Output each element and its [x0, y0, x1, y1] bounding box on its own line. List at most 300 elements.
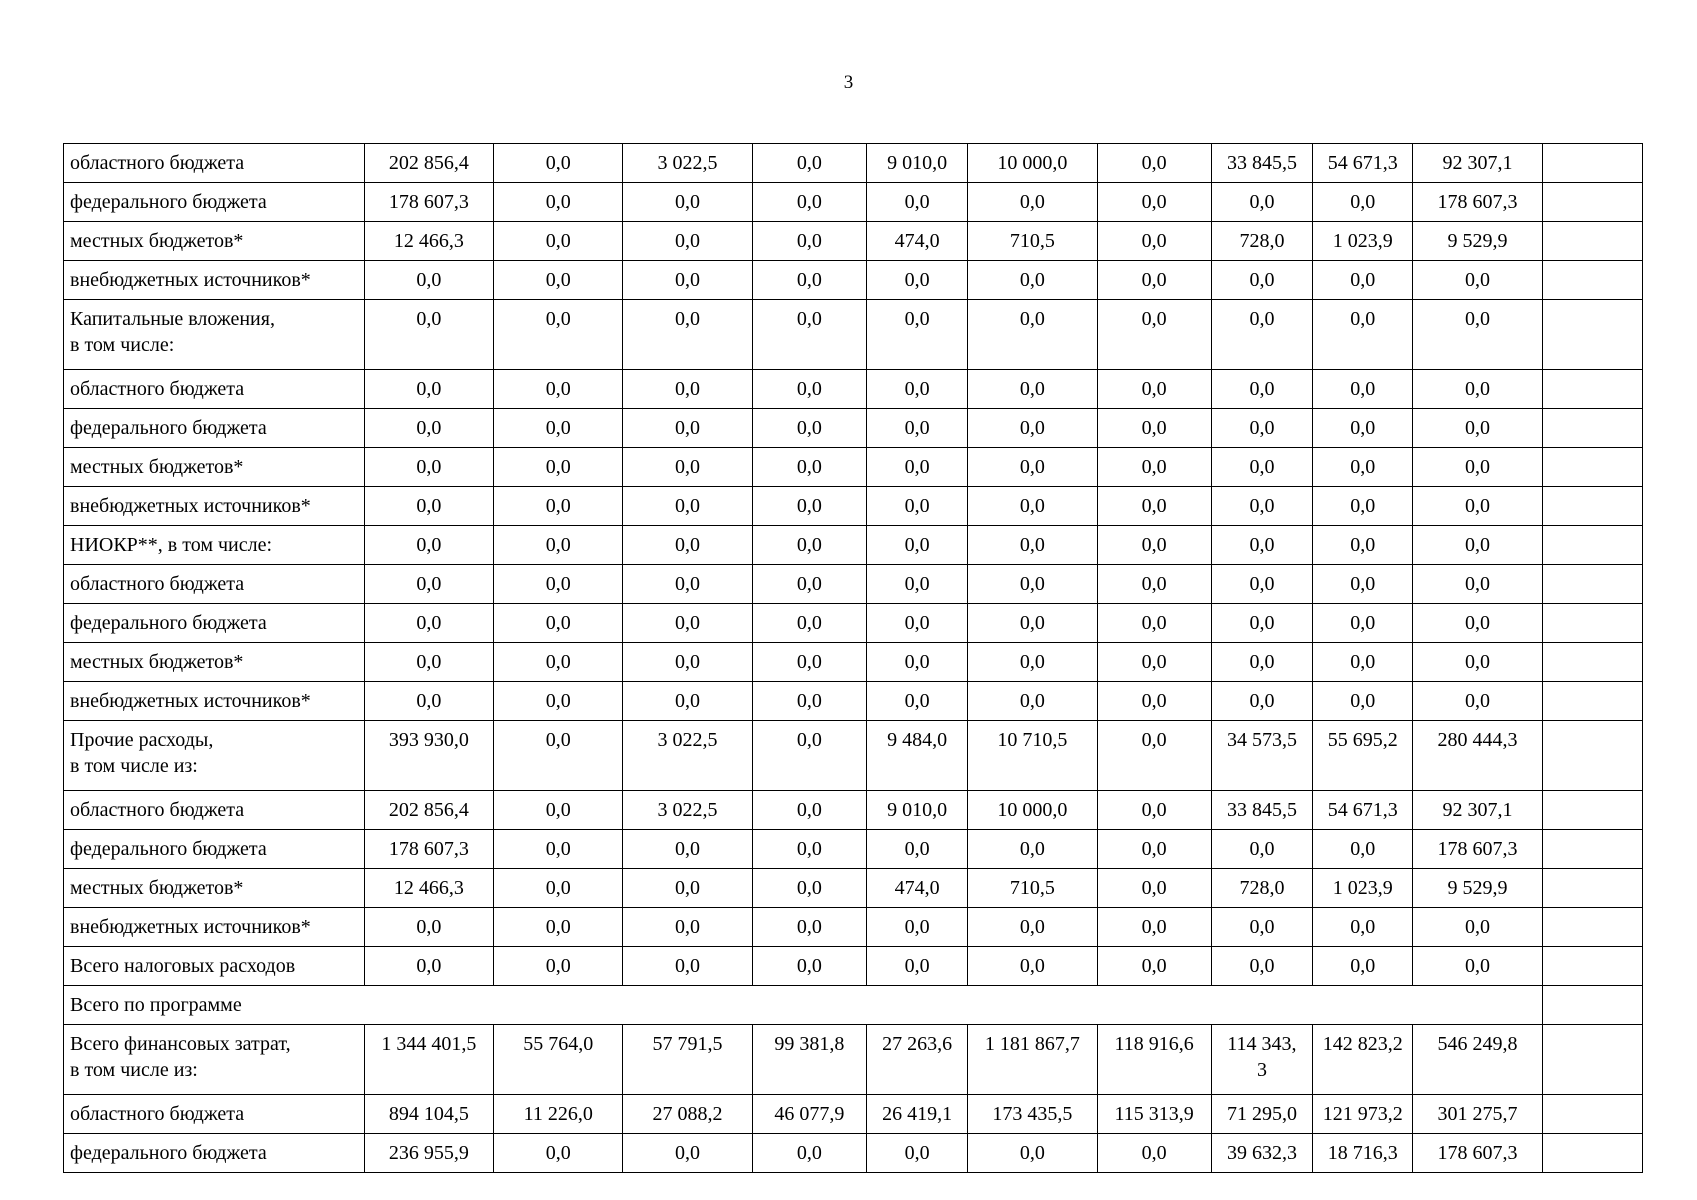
- row-label: [64, 565, 365, 604]
- value-cell: 3 022,5: [623, 144, 752, 183]
- value-cell: 0,0: [364, 526, 493, 565]
- value-cell: 0,0: [968, 830, 1097, 869]
- value-cell: 0,0: [494, 908, 623, 947]
- value-cell: 0,0: [1413, 604, 1542, 643]
- value-cell: 0,0: [866, 830, 967, 869]
- value-cell: 27 263,6: [866, 1025, 967, 1095]
- value-cell: 0,0: [968, 565, 1097, 604]
- value-cell: 0,0: [1413, 261, 1542, 300]
- value-cell: 0,0: [752, 721, 866, 791]
- value-cell: 0,0: [1097, 222, 1211, 261]
- value-cell: 0,0: [1313, 604, 1413, 643]
- value-cell: 0,0: [1413, 526, 1542, 565]
- value-cell: 0,0: [1097, 643, 1211, 682]
- value-cell: 0,0: [1313, 448, 1413, 487]
- value-cell: [1542, 183, 1642, 222]
- section-title: [64, 986, 1543, 1025]
- value-cell: 0,0: [1097, 300, 1211, 370]
- value-cell: 0,0: [623, 947, 752, 986]
- value-cell: 27 088,2: [623, 1095, 752, 1134]
- value-cell: 33 845,5: [1211, 791, 1312, 830]
- row-label-line: в том числе из:: [70, 755, 198, 777]
- budget-table: [63, 143, 1643, 1173]
- value-cell: 0,0: [1211, 604, 1312, 643]
- value-cell: 0,0: [1313, 526, 1413, 565]
- value-cell: 9 010,0: [866, 144, 967, 183]
- row-label-line: областного бюджета: [70, 378, 245, 400]
- value-cell: 12 466,3: [364, 869, 493, 908]
- value-cell: 0,0: [968, 643, 1097, 682]
- value-cell: [1542, 869, 1642, 908]
- table-row: [64, 830, 1643, 869]
- value-cell: 0,0: [1097, 604, 1211, 643]
- value-cell: 173 435,5: [968, 1095, 1097, 1134]
- value-cell: 0,0: [866, 1134, 967, 1173]
- value-cell: 0,0: [866, 565, 967, 604]
- value-cell: 0,0: [1211, 409, 1312, 448]
- value-cell: 0,0: [866, 448, 967, 487]
- row-label-line: внебюджетных источников*: [70, 690, 311, 712]
- value-cell: 0,0: [623, 565, 752, 604]
- value-cell: 54 671,3: [1313, 791, 1413, 830]
- value-cell: 0,0: [1211, 183, 1312, 222]
- row-label-line: областного бюджета: [70, 573, 245, 595]
- row-label: [64, 300, 365, 370]
- row-label: [64, 682, 365, 721]
- value-cell: 178 607,3: [1413, 1134, 1542, 1173]
- value-cell: 0,0: [1313, 370, 1413, 409]
- value-cell: 99 381,8: [752, 1025, 866, 1095]
- value-cell: [1542, 830, 1642, 869]
- value-cell: 0,0: [623, 682, 752, 721]
- value-cell: 0,0: [1313, 409, 1413, 448]
- table-row: [64, 1134, 1643, 1173]
- value-cell: 0,0: [1413, 947, 1542, 986]
- value-cell: [1542, 448, 1642, 487]
- value-cell: 0,0: [1413, 643, 1542, 682]
- value-cell: 0,0: [968, 448, 1097, 487]
- value-cell: 0,0: [1211, 487, 1312, 526]
- row-label-line: федерального бюджета: [70, 1142, 267, 1164]
- row-label: [64, 144, 365, 183]
- value-cell: 0,0: [1313, 947, 1413, 986]
- row-label-line: областного бюджета: [70, 152, 245, 174]
- value-cell: 0,0: [968, 1134, 1097, 1173]
- value-cell: 0,0: [1097, 682, 1211, 721]
- value-cell: 0,0: [494, 604, 623, 643]
- value-cell: 0,0: [623, 183, 752, 222]
- row-label: [64, 869, 365, 908]
- value-cell: 0,0: [364, 682, 493, 721]
- value-cell: 0,0: [1413, 487, 1542, 526]
- value-cell: 0,0: [494, 183, 623, 222]
- value-cell: 10 000,0: [968, 791, 1097, 830]
- value-cell: 0,0: [1097, 409, 1211, 448]
- row-label-line: Всего финансовых затрат,: [70, 1033, 291, 1055]
- value-cell: 0,0: [1211, 947, 1312, 986]
- row-label-line: внебюджетных источников*: [70, 495, 311, 517]
- row-label-line: Прочие расходы,: [70, 729, 214, 751]
- value-cell: 115 313,9: [1097, 1095, 1211, 1134]
- value-cell: 0,0: [752, 1134, 866, 1173]
- table-row: [64, 448, 1643, 487]
- value-cell: 3 022,5: [623, 721, 752, 791]
- value-cell: 1 023,9: [1313, 222, 1413, 261]
- value-cell: 0,0: [494, 643, 623, 682]
- value-cell: 894 104,5: [364, 1095, 493, 1134]
- value-cell: [1542, 1095, 1642, 1134]
- value-cell: 9 529,9: [1413, 869, 1542, 908]
- table-row: [64, 526, 1643, 565]
- row-label: [64, 370, 365, 409]
- value-cell: [1542, 565, 1642, 604]
- value-cell: 0,0: [364, 643, 493, 682]
- value-cell: 0,0: [494, 682, 623, 721]
- row-label: [64, 947, 365, 986]
- value-cell: 55 764,0: [494, 1025, 623, 1095]
- value-cell: 0,0: [866, 682, 967, 721]
- value-cell: 0,0: [1413, 565, 1542, 604]
- value-cell: 0,0: [623, 526, 752, 565]
- value-cell: 71 295,0: [1211, 1095, 1312, 1134]
- value-cell: 1 023,9: [1313, 869, 1413, 908]
- value-cell: 10 710,5: [968, 721, 1097, 791]
- page-number: 3: [843, 72, 854, 93]
- value-cell: 0,0: [364, 409, 493, 448]
- value-cell: 0,0: [968, 908, 1097, 947]
- value-cell: 0,0: [752, 370, 866, 409]
- value-cell: 0,0: [968, 682, 1097, 721]
- row-label-line: внебюджетных источников*: [70, 916, 311, 938]
- value-cell: 0,0: [1211, 908, 1312, 947]
- table-row: [64, 643, 1643, 682]
- value-cell: 0,0: [1097, 947, 1211, 986]
- table-row: [64, 183, 1643, 222]
- value-cell: 0,0: [1413, 409, 1542, 448]
- value-cell: 0,0: [968, 183, 1097, 222]
- value-cell: 0,0: [866, 908, 967, 947]
- value-cell: 0,0: [1413, 682, 1542, 721]
- value-cell: 11 226,0: [494, 1095, 623, 1134]
- value-cell: 178 607,3: [364, 183, 493, 222]
- row-label: [64, 1095, 365, 1134]
- value-cell: 0,0: [623, 643, 752, 682]
- value-cell: 0,0: [752, 791, 866, 830]
- value-cell: 1 181 867,7: [968, 1025, 1097, 1095]
- value-cell: 26 419,1: [866, 1095, 967, 1134]
- table-row: [64, 791, 1643, 830]
- value-cell: [1542, 947, 1642, 986]
- row-label-line: в том числе из:: [70, 1059, 198, 1081]
- value-cell: 0,0: [623, 448, 752, 487]
- value-cell: 0,0: [1211, 565, 1312, 604]
- value-cell: 0,0: [494, 1134, 623, 1173]
- row-label: [64, 487, 365, 526]
- value-cell: 178 607,3: [364, 830, 493, 869]
- value-cell: 0,0: [1413, 370, 1542, 409]
- value-line: 3: [1256, 1059, 1267, 1081]
- table-row: [64, 487, 1643, 526]
- value-cell: [1542, 682, 1642, 721]
- value-cell: 0,0: [1211, 682, 1312, 721]
- value-cell: 0,0: [752, 643, 866, 682]
- value-line: 114 343,: [1227, 1033, 1297, 1055]
- value-cell: 0,0: [752, 487, 866, 526]
- table-row: [64, 947, 1643, 986]
- value-cell: 0,0: [494, 300, 623, 370]
- row-label: [64, 409, 365, 448]
- section-row: [64, 986, 1643, 1025]
- table-row: [64, 604, 1643, 643]
- value-cell: 12 466,3: [364, 222, 493, 261]
- value-cell: 0,0: [866, 409, 967, 448]
- value-cell: 393 930,0: [364, 721, 493, 791]
- value-cell: 0,0: [866, 370, 967, 409]
- value-cell: 0,0: [752, 144, 866, 183]
- value-cell: [1542, 300, 1642, 370]
- value-cell: [1542, 643, 1642, 682]
- value-cell: 0,0: [623, 222, 752, 261]
- value-cell: 0,0: [1211, 643, 1312, 682]
- value-cell: 0,0: [1097, 908, 1211, 947]
- value-cell: 0,0: [968, 526, 1097, 565]
- row-label-line: внебюджетных источников*: [70, 269, 311, 291]
- row-label-line: Всего по программе: [70, 994, 242, 1016]
- table-body: [64, 144, 1643, 1173]
- value-cell: 0,0: [752, 526, 866, 565]
- value-cell: 0,0: [364, 448, 493, 487]
- value-cell: [1542, 986, 1642, 1025]
- value-cell: 0,0: [1313, 682, 1413, 721]
- table-row: [64, 409, 1643, 448]
- value-cell: [1542, 1025, 1642, 1095]
- value-cell: 301 275,7: [1413, 1095, 1542, 1134]
- row-label-line: Всего налоговых расходов: [70, 955, 296, 977]
- row-label-line: областного бюджета: [70, 1103, 245, 1125]
- value-cell: 92 307,1: [1413, 144, 1542, 183]
- value-cell: 0,0: [866, 487, 967, 526]
- value-cell: [1542, 409, 1642, 448]
- value-cell: 0,0: [1211, 261, 1312, 300]
- value-cell: 18 716,3: [1313, 1134, 1413, 1173]
- value-cell: 0,0: [1097, 565, 1211, 604]
- row-label: [64, 604, 365, 643]
- row-label: [64, 1134, 365, 1173]
- value-cell: 0,0: [968, 300, 1097, 370]
- value-cell: 0,0: [494, 721, 623, 791]
- table-row: [64, 869, 1643, 908]
- value-cell: 1 344 401,5: [364, 1025, 493, 1095]
- row-label: [64, 721, 365, 791]
- value-cell: 9 484,0: [866, 721, 967, 791]
- value-cell: 0,0: [752, 183, 866, 222]
- row-label: [64, 261, 365, 300]
- value-cell: 0,0: [1097, 183, 1211, 222]
- value-cell: 0,0: [1211, 370, 1312, 409]
- value-cell: 0,0: [494, 830, 623, 869]
- value-cell: [1542, 144, 1642, 183]
- value-cell: 0,0: [1211, 526, 1312, 565]
- value-cell: 0,0: [1413, 908, 1542, 947]
- value-cell: 0,0: [866, 947, 967, 986]
- value-cell: 0,0: [623, 908, 752, 947]
- value-cell: 0,0: [623, 261, 752, 300]
- value-cell: 0,0: [752, 261, 866, 300]
- value-cell: 710,5: [968, 869, 1097, 908]
- row-label-line: федерального бюджета: [70, 191, 267, 213]
- value-cell: 0,0: [494, 487, 623, 526]
- value-cell: [1542, 222, 1642, 261]
- value-cell: 0,0: [494, 565, 623, 604]
- row-label-line: федерального бюджета: [70, 612, 267, 634]
- value-cell: 0,0: [1313, 300, 1413, 370]
- value-cell: 0,0: [1313, 830, 1413, 869]
- value-cell: 0,0: [1097, 721, 1211, 791]
- value-cell: 0,0: [866, 604, 967, 643]
- value-cell: 0,0: [968, 947, 1097, 986]
- value-cell: 0,0: [364, 300, 493, 370]
- value-cell: 0,0: [494, 222, 623, 261]
- value-cell: 0,0: [752, 222, 866, 261]
- table-row: [64, 682, 1643, 721]
- row-label: [64, 908, 365, 947]
- table-row: [64, 1025, 1643, 1095]
- value-cell: 202 856,4: [364, 791, 493, 830]
- value-cell: 0,0: [752, 300, 866, 370]
- value-cell: 0,0: [752, 908, 866, 947]
- value-cell: 280 444,3: [1413, 721, 1542, 791]
- row-label-line: Капитальные вложения,: [70, 308, 275, 330]
- value-cell: 0,0: [494, 409, 623, 448]
- value-cell: 121 973,2: [1313, 1095, 1413, 1134]
- value-cell: 474,0: [866, 869, 967, 908]
- value-cell: 0,0: [1313, 643, 1413, 682]
- value-cell: 0,0: [623, 1134, 752, 1173]
- value-cell: 0,0: [494, 791, 623, 830]
- value-cell: 0,0: [1097, 526, 1211, 565]
- value-cell: 710,5: [968, 222, 1097, 261]
- value-cell: 0,0: [752, 565, 866, 604]
- row-label-line: местных бюджетов*: [70, 877, 244, 899]
- value-cell: 0,0: [623, 487, 752, 526]
- value-cell: [1542, 370, 1642, 409]
- value-cell: 0,0: [752, 448, 866, 487]
- row-label: [64, 1025, 365, 1095]
- value-cell: [1542, 908, 1642, 947]
- row-label-line: федерального бюджета: [70, 838, 267, 860]
- value-cell: 0,0: [866, 261, 967, 300]
- value-cell: 33 845,5: [1211, 144, 1312, 183]
- row-label: [64, 183, 365, 222]
- value-cell: 0,0: [1313, 565, 1413, 604]
- row-label-line: областного бюджета: [70, 799, 245, 821]
- value-cell: 9 010,0: [866, 791, 967, 830]
- value-cell: 0,0: [1097, 830, 1211, 869]
- value-cell: 0,0: [364, 487, 493, 526]
- value-cell: 178 607,3: [1413, 830, 1542, 869]
- value-cell: 0,0: [1211, 830, 1312, 869]
- value-cell: 0,0: [494, 869, 623, 908]
- table-row: [64, 908, 1643, 947]
- table-row: [64, 370, 1643, 409]
- value-cell: [1211, 1025, 1312, 1095]
- value-cell: 0,0: [1097, 1134, 1211, 1173]
- value-cell: 0,0: [1313, 183, 1413, 222]
- value-cell: 0,0: [968, 261, 1097, 300]
- row-label-line: федерального бюджета: [70, 417, 267, 439]
- value-cell: 0,0: [623, 370, 752, 409]
- value-cell: 54 671,3: [1313, 144, 1413, 183]
- value-cell: 118 916,6: [1097, 1025, 1211, 1095]
- value-cell: [1542, 261, 1642, 300]
- value-cell: 0,0: [494, 526, 623, 565]
- value-cell: 0,0: [1211, 448, 1312, 487]
- value-cell: 0,0: [1413, 300, 1542, 370]
- value-cell: 0,0: [968, 487, 1097, 526]
- value-cell: 0,0: [752, 682, 866, 721]
- table-row: [64, 565, 1643, 604]
- value-cell: 0,0: [866, 300, 967, 370]
- value-cell: 0,0: [494, 261, 623, 300]
- row-label-line: в том числе:: [70, 334, 175, 356]
- value-cell: 55 695,2: [1313, 721, 1413, 791]
- value-cell: 0,0: [1211, 300, 1312, 370]
- value-cell: 0,0: [1097, 791, 1211, 830]
- value-cell: 236 955,9: [364, 1134, 493, 1173]
- value-cell: 728,0: [1211, 222, 1312, 261]
- value-cell: 0,0: [1097, 261, 1211, 300]
- value-cell: 9 529,9: [1413, 222, 1542, 261]
- table-row: [64, 261, 1643, 300]
- value-cell: 0,0: [494, 144, 623, 183]
- value-cell: 0,0: [364, 261, 493, 300]
- value-cell: 0,0: [752, 947, 866, 986]
- row-label-line: НИОКР**, в том числе:: [70, 534, 273, 556]
- value-cell: 0,0: [623, 300, 752, 370]
- value-cell: 0,0: [494, 947, 623, 986]
- value-cell: 0,0: [364, 908, 493, 947]
- value-cell: 0,0: [866, 183, 967, 222]
- value-cell: [1542, 604, 1642, 643]
- value-cell: [1542, 791, 1642, 830]
- row-label: [64, 791, 365, 830]
- value-cell: 0,0: [968, 604, 1097, 643]
- value-cell: 0,0: [968, 370, 1097, 409]
- value-cell: 0,0: [1097, 487, 1211, 526]
- value-cell: 0,0: [364, 947, 493, 986]
- row-label-line: местных бюджетов*: [70, 651, 244, 673]
- value-cell: 0,0: [866, 643, 967, 682]
- value-cell: 0,0: [1097, 869, 1211, 908]
- value-cell: 3 022,5: [623, 791, 752, 830]
- value-cell: 0,0: [1413, 448, 1542, 487]
- value-cell: [1542, 526, 1642, 565]
- row-label: [64, 448, 365, 487]
- value-cell: 92 307,1: [1413, 791, 1542, 830]
- value-cell: 57 791,5: [623, 1025, 752, 1095]
- table-row: [64, 1095, 1643, 1134]
- value-cell: 34 573,5: [1211, 721, 1312, 791]
- value-cell: 0,0: [866, 526, 967, 565]
- table-row: [64, 222, 1643, 261]
- value-cell: 0,0: [623, 869, 752, 908]
- value-cell: [1542, 1134, 1642, 1173]
- value-cell: 0,0: [1097, 448, 1211, 487]
- table-row: [64, 144, 1643, 183]
- value-cell: 0,0: [968, 409, 1097, 448]
- value-cell: 0,0: [364, 604, 493, 643]
- value-cell: 0,0: [1313, 908, 1413, 947]
